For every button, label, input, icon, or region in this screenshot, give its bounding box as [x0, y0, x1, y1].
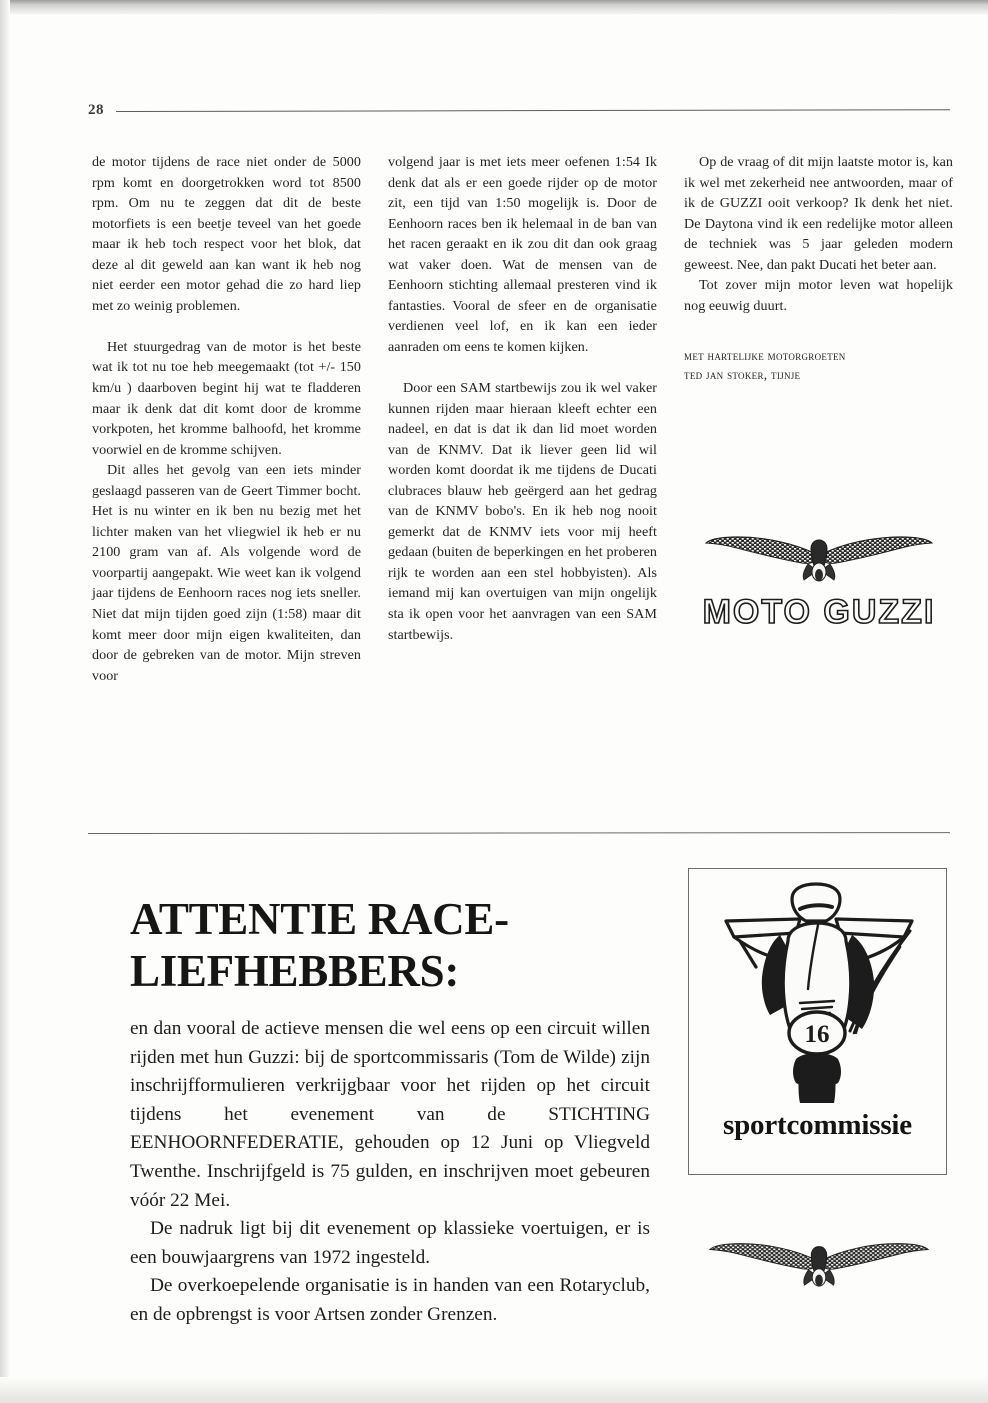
svg-text:MOTO GUZZI: MOTO GUZZI [702, 593, 936, 631]
paragraph: De nadruk ligt bij dit evenement op klassieke voertuigen, er is een bouwjaargrens van 1972 ingesteld. [130, 1218, 650, 1268]
paragraph: De overkoepelende organisatie is in handen van een Rotaryclub, en de opbrengst is voor Artsen zonder Grenzen. [130, 1275, 650, 1325]
section-divider [88, 832, 950, 834]
article-column-left [92, 152, 361, 686]
paragraph: Het stuurgedrag van de motor is het beste wat ik tot nu toe heb meegemaakt (tot +/- 150 km/u ) daarboven begint hij wat te fladderen maar ik denk dat dit komt door de kromme vorkpoten, het kromme balhoofd, het kromme voorwiel en de kromme schijven. [92, 338, 361, 458]
race-number: 16 [804, 1021, 829, 1048]
bottom-eagle-ornament [690, 1232, 948, 1299]
moto-guzzi-emblem [690, 528, 948, 632]
paragraph: Door een SAM startbewijs zou ik wel vaker kunnen rijden maar hieraan kleeft echter een nadeel, en dat is dat ik dan lid moet worden van de KNMV. Dat ik liever geen lid wil worden komt doordat ik me tijdens de Ducati clubraces blauw heb geërgerd aan het gedrag van de KNMV bobo's. En ik heb nog nooit gemerkt dat de KNMV iets voor mij heeft gedaan (buiten de beperkingen en het proberen rijk te worden aan een stel hobbyisten). Als iemand mij kan overtuigen van mijn ongelijk sta ik open voor het aanvragen van een SAM startbewijs. [388, 379, 657, 643]
paragraph: Tot zover mijn motor leven wat hopelijk nog eeuwig duurt. [684, 277, 953, 314]
scan-edge-shading-bottom [0, 1377, 988, 1403]
scan-edge-shading-top [0, 0, 988, 14]
article-signoff [684, 346, 953, 384]
page-number: 28 [88, 101, 104, 118]
paragraph: volgend jaar is met iets meer oefenen 1:54 Ik denk dat als er een goede rijder op de motor zit, een tijd van 1:50 mogelijk is. Door de Eenhoorn races ben ik helemaal in de ban van het racen geraakt en ik zou dit dan ook graag wat vaker doen. Wat de mensen van de Eenhoorn stichting allemaal presteren vind ik fantasties. Vooral de sfeer en de organisatie verdienen veel lof, en ik kan een ieder aanraden om eens te komen kijken. [388, 154, 657, 355]
announcement-body [130, 1015, 650, 1330]
moto-guzzi-wordmark [701, 590, 937, 632]
eagle-icon [704, 528, 934, 586]
article-column-middle [388, 152, 657, 686]
announcement-block [130, 893, 650, 1330]
header-rule [116, 109, 950, 112]
racing-motorcycle-icon [704, 881, 932, 1109]
paragraph: en dan vooral de actieve mensen die wel eens op een circuit willen rijden met hun Guzzi: bij de sportcommissaris (Tom de Wilde) zijn inschrijfformulieren verkrijgbaar voor het rijden op het circuit tijdens het evenement van de STICHTING EENHOORNFEDERATIE, gehouden op 12 Juni op Vliegveld Twenthe. Inschrijfgeld is 75 gulden, en inschrijven moet gebeuren vóór 22 Mei. [130, 1018, 650, 1211]
page-header [88, 96, 950, 126]
sportcommissie-caption: sportcommissie [723, 1109, 912, 1141]
paragraph: de motor tijdens de race niet onder de 5000 rpm komt en doorgetrokken word tot 8500 rpm. Om nu te zeggen dat dit de beste motorfiets is een beetje teveel van het goede maar ik heb toch respect voor het blok, dat deze al dit geweld aan kan want ik heb nog niet eerder een motor gehad die zo hard liep met zo weinig problemen. [92, 154, 361, 314]
eagle-icon [708, 1232, 930, 1294]
announcement-headline: ATTENTIE RACE-LIEFHEBBERS: [130, 894, 509, 996]
paragraph: Op de vraag of dit mijn laatste motor is, kan ik wel met zekerheid nee antwoorden, maar of ik de GUZZI ooit verkoop? Ik denk het niet. De Daytona vind ik een redelijke motor alleen de techniek was 5 jaar geleden modern geweest. Nee, dan pakt Ducati het beter aan. [684, 154, 953, 273]
scan-edge-shading-left [0, 0, 10, 1403]
signoff-author: ted jan stoker, tijnje [684, 367, 801, 383]
paragraph: Dit alles het gevolg van een iets minder geslaagd passeren van de Geert Timmer bocht. Het is nu winter en ik ben nu bezig met het lichter maken van het vliegwiel ik heb er nu 2100 gram van af. Als volgende word de voorpartij aangepakt. Wie weet kan ik volgend jaar tijdens de Eenhoorn races nog iets sneller. Niet dat mijn tijden goed zijn (1:58) maar dit komt meer door mijn eigen kwaliteiten, dan door de gebreken van de motor. Mijn streven voor [92, 462, 361, 684]
signoff-greeting: met hartelijke motorgroeten [684, 348, 846, 364]
sportcommissie-box [688, 868, 947, 1175]
